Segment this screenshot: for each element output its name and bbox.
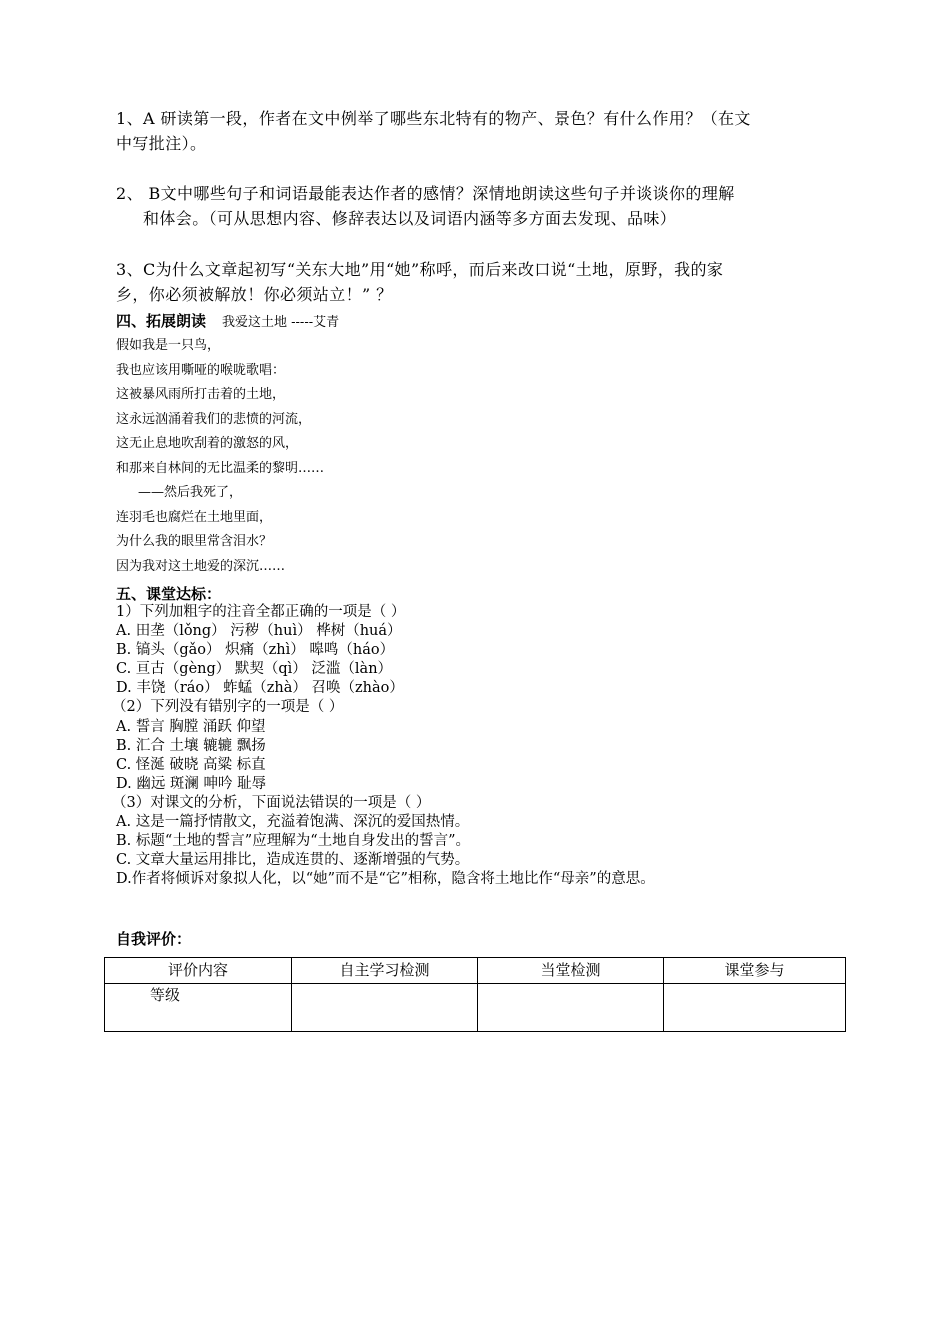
poem-line: 假如我是一只鸟， (116, 338, 221, 353)
question-2 (116, 181, 846, 231)
question-2-line2: 和体会。（可从思想内容、修辞表达以及词语内涵等多方面去发现、品味） (143, 209, 677, 228)
self-eval-heading (116, 928, 191, 949)
exercise-line: A. 田垄（lǒng） 污秽（huì） 桦树（huá） (116, 623, 402, 640)
exercise-line: D.作者将倾诉对象拟人化，以“她”而不是“它”相称，隐含将土地比作“母亲”的意思。 (116, 871, 655, 888)
question-1 (116, 106, 846, 156)
poem-line: 连羽毛也腐烂在土地里面， (116, 509, 273, 525)
exercise-line: C. 文章大量运用排比，造成连贯的、逐渐增强的气势。 (116, 852, 470, 869)
poem-line: 为什么我的眼里常含泪水？ (116, 534, 273, 549)
poem-line: 因为我对这土地爱的深沉…… (116, 558, 286, 574)
table-header-row (105, 958, 846, 984)
self-eval-table (104, 957, 846, 1032)
exercise-line: C. 亘古（gèng） 默契（qì） 泛滥（làn） (116, 661, 393, 678)
exercise-line: 1）下列加粗字的注音全都正确的一项是（ ） (116, 604, 406, 620)
self-eval-title: 自我评价： (116, 930, 192, 948)
table-header-cell: 当堂检测 (478, 958, 664, 984)
poem-line: 和那来自林间的无比温柔的黎明…… (116, 460, 325, 476)
exercise-line: A. 这是一篇抒情散文，充溢着饱满、深沉的爱国热情。 (116, 814, 470, 831)
poem (116, 334, 324, 579)
exercise-list (112, 603, 846, 889)
section-4-title: 四、拓展朗读 (116, 312, 207, 330)
poem-line: 这永远汹涌着我们的悲愤的河流， (116, 411, 312, 427)
exercise-line: D. 丰饶（ráo） 蚱蜢（zhà） 召唤（zhào） (116, 680, 404, 697)
table-cell[interactable] (292, 984, 478, 1032)
poem-line: ——然后我死了， (138, 485, 243, 500)
question-1-line2: 中写批注）。 (116, 134, 207, 153)
section-5-title: 五、课堂达标： (116, 585, 222, 603)
section-5-heading (116, 583, 221, 604)
question-3 (116, 257, 846, 307)
poem-line: 这无止息地吹刮着的激怒的风， (116, 436, 299, 451)
table-cell[interactable] (664, 984, 846, 1032)
exercise-line: B. 镐头（gǎo） 炽痛（zhì） 嗥鸣（háo） (116, 642, 395, 659)
question-1-line1: 1、A 研读第一段，作者在文中例举了哪些东北特有的物产、景色？有什么作用？（在文 (116, 109, 751, 128)
table-header-cell: 评价内容 (105, 958, 292, 984)
poem-line: 我也应该用嘶哑的喉咙歌唱： (116, 362, 286, 378)
question-3-line2: 乡，你必须被解放！你必须站立！” ？ (116, 285, 393, 304)
poem-line: 这被暴风雨所打击着的土地， (116, 387, 286, 402)
table-header-cell: 自主学习检测 (292, 958, 478, 984)
table-header-cell: 课堂参与 (664, 958, 846, 984)
grade-label: 等级 (105, 984, 292, 1032)
exercise-line: A. 誓言 胸膛 涌跃 仰望 (116, 718, 266, 735)
exercise-line: C. 怪涎 破晓 高粱 标直 (116, 756, 266, 773)
exercise-line: （2）下列没有错别字的一项是（ ） (112, 699, 344, 716)
question-2-line1: 2、 B文中哪些句子和词语最能表达作者的感情？深情地朗读这些句子并谈谈你的理解 (116, 184, 735, 203)
table-cell[interactable] (478, 984, 664, 1032)
exercise-line: B. 标题“土地的誓言”应理解为“土地自身发出的誓言”。 (116, 833, 471, 850)
section-4-heading (116, 310, 339, 331)
exercise-line: B. 汇合 土壤 辘辘 飘扬 (116, 737, 266, 754)
poem-title: 我爱这土地 -----艾青 (222, 315, 340, 330)
exercise-line: （3）对课文的分析，下面说法错误的一项是（ ） (112, 794, 431, 811)
exercise-line: D. 幽远 斑澜 呻吟 耻辱 (116, 775, 267, 792)
table-row (105, 984, 846, 1032)
question-3-line1: 3、C为什么文章起初写“关东大地”用“她”称呼，而后来改口说“土地，原野，我的家 (116, 260, 724, 279)
